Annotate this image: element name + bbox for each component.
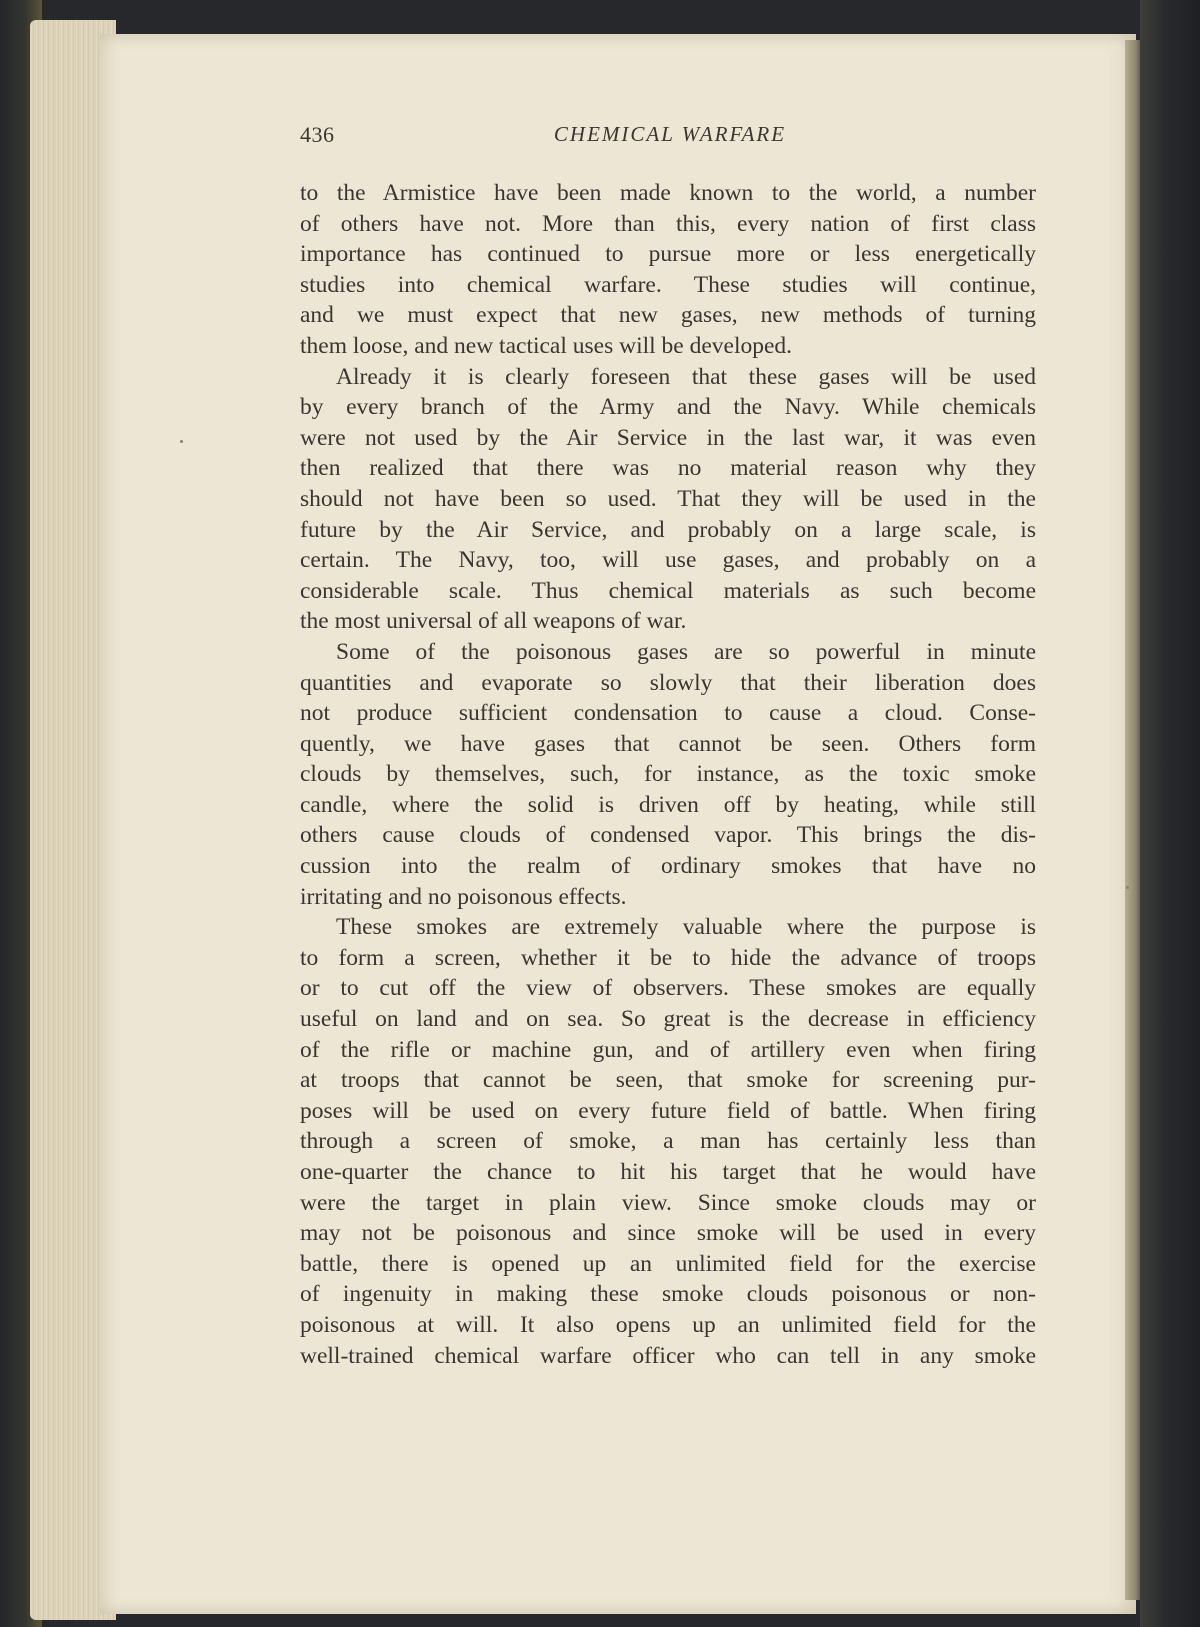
paper-speck xyxy=(180,440,183,443)
text-line: candle, where the solid is driven off by heating, while still xyxy=(300,791,1036,818)
text-line: then realized that there was no material reason why they xyxy=(300,455,1036,482)
text-line: the most universal of all weapons of war. xyxy=(300,608,687,635)
text-line: may not be poisonous and since smoke will be used in every xyxy=(300,1220,1036,1247)
text-line: clouds by themselves, such, for instance, as the toxic smoke xyxy=(300,761,1036,788)
text-line: of ingenuity in making these smoke clouds poisonous or non- xyxy=(300,1281,1036,1308)
text-line: cussion into the realm of ordinary smokes that have no xyxy=(300,853,1036,880)
text-line: certain. The Navy, too, will use gases, and probably on a xyxy=(300,547,1036,574)
running-head: CHEMICAL WARFARE xyxy=(553,122,787,146)
text-line: importance has continued to pursue more or less energetically xyxy=(300,241,1036,268)
text-line: to form a screen, whether it be to hide the advance of troops xyxy=(300,944,1036,971)
text-line: well-trained chemical warfare officer who can tell in any smoke xyxy=(300,1342,1036,1369)
text-line: and we must expect that new gases, new methods of turning xyxy=(300,302,1036,329)
text-line: were the target in plain view. Since smoke clouds may or xyxy=(300,1189,1036,1216)
text-line: others cause clouds of condensed vapor. This brings the dis- xyxy=(300,822,1036,849)
text-line: of the rifle or machine gun, and of artillery even when firing xyxy=(300,1036,1036,1063)
text-line: quently, we have gases that cannot be seen. Others form xyxy=(300,730,1036,757)
text-line: of others have not. More than this, every nation of first class xyxy=(300,210,1036,237)
text-line: them loose, and new tactical uses will be developed. xyxy=(300,332,793,359)
text-line: useful on land and on sea. So great is the decrease in efficiency xyxy=(300,1006,1036,1033)
body-text xyxy=(300,178,1036,1371)
paper-speck xyxy=(1126,886,1129,889)
text-line: through a screen of smoke, a man has certainly less than xyxy=(300,1128,1036,1155)
text-line: by every branch of the Army and the Navy. While chemicals xyxy=(300,394,1036,421)
text-line: one-quarter the chance to hit his target that he would have xyxy=(300,1159,1036,1185)
text-line: poisonous at will. It also opens up an unlimited field for the xyxy=(300,1311,1036,1338)
text-line: or to cut off the view of observers. These smokes are equally xyxy=(300,975,1036,1002)
book-cover-right-edge xyxy=(1140,0,1200,1627)
text-line: at troops that cannot be seen, that smoke for screening pur- xyxy=(300,1067,1036,1094)
text-line: future by the Air Service, and probably on a large scale, is xyxy=(300,516,1036,543)
text-line: These smokes are extremely valuable where the purpose is xyxy=(336,914,1036,941)
text-line: Some of the poisonous gases are so powerful in minute xyxy=(336,638,1036,665)
text-line: studies into chemical warfare. These studies will continue, xyxy=(300,271,1036,298)
page-header xyxy=(300,122,1048,156)
text-line: not produce sufficient condensation to cause a cloud. Conse- xyxy=(300,700,1036,727)
text-line: were not used by the Air Service in the last war, it was even xyxy=(300,424,1036,451)
text-line: poses will be used on every future field of battle. When firing xyxy=(300,1097,1036,1124)
text-line: battle, there is opened up an unlimited field for the exercise xyxy=(300,1250,1036,1277)
text-line: considerable scale. Thus chemical materials as such become xyxy=(300,577,1036,604)
text-line: quantities and evaporate so slowly that their liberation does xyxy=(300,669,1036,696)
text-line: should not have been so used. That they will be used in the xyxy=(300,485,1036,512)
text-line: irritating and no poisonous effects. xyxy=(300,883,627,910)
page-number: 436 xyxy=(300,122,335,147)
text-line: Already it is clearly foreseen that these gases will be used xyxy=(336,363,1036,390)
text-line: to the Armistice have been made known to the world, a number xyxy=(300,180,1036,206)
